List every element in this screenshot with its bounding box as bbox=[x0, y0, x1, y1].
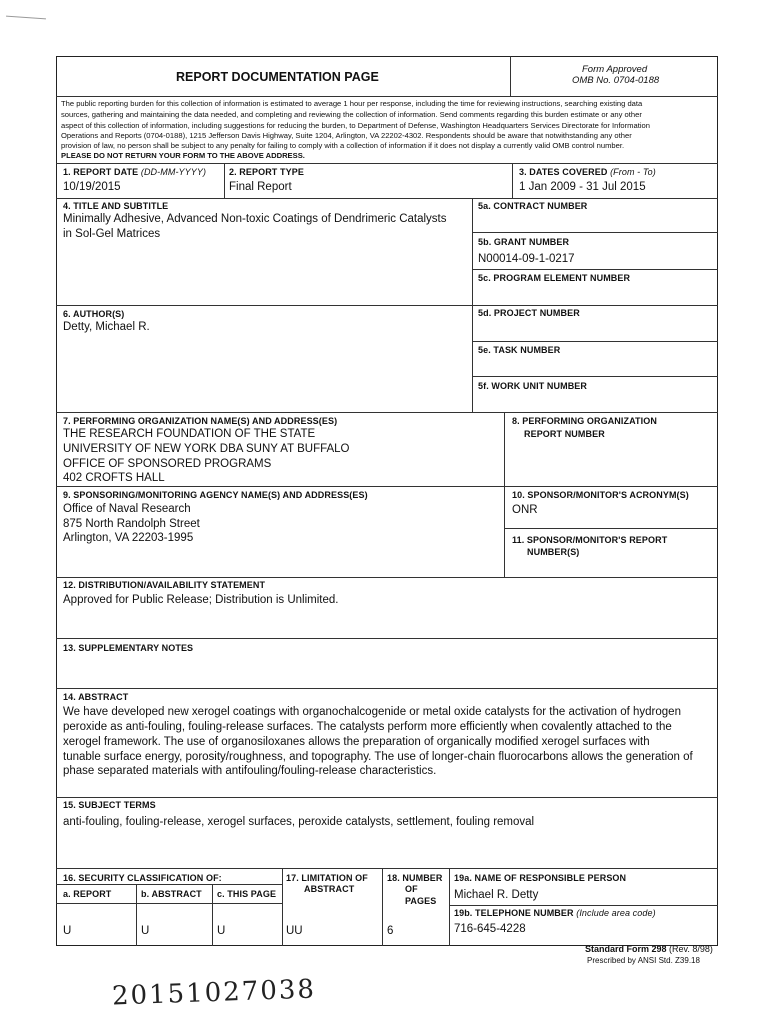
grant-number-label: 5b. GRANT NUMBER bbox=[478, 237, 570, 247]
perf-org-bottom-line bbox=[56, 486, 718, 487]
sponsor-line-2: 875 North Randolph Street bbox=[63, 518, 200, 530]
security-label-underline bbox=[56, 884, 282, 885]
report-date-label: 1. REPORT DATE (DD-MM-YYYY) bbox=[63, 167, 207, 177]
acronym-label: 10. SPONSOR/MONITOR'S ACRONYM(S) bbox=[512, 490, 689, 500]
sponsor-label: 9. SPONSORING/MONITORING AGENCY NAME(S) AND ADDRESS(ES) bbox=[63, 490, 368, 500]
abstract-line-2: peroxide as anti-fouling, fouling-release surfaces. The catalysts perform more efficiently when covalently attached to the bbox=[63, 721, 672, 733]
sec-report-label: a. REPORT bbox=[63, 889, 112, 899]
abstract-line-5: phase separated materials with antifouling/fouling-release characteristics. bbox=[63, 765, 437, 777]
dates-covered-value: 1 Jan 2009 - 31 Jul 2015 bbox=[519, 181, 646, 193]
prescribed-label: Prescribed by ANSI Std. Z39.18 bbox=[587, 956, 700, 965]
sec-div-a bbox=[136, 884, 137, 946]
responsible-person-value: Michael R. Detty bbox=[454, 889, 539, 901]
burden-line-4: Operations and Reports (0704-0188), 1215 Jefferson Davis Highway, Suite 1204, Arlington, VA 22202-4302. Respondents should be aware that notwithstanding any other bbox=[61, 131, 632, 140]
pages-label-2: OF bbox=[405, 884, 418, 894]
perf-report-label-2: REPORT NUMBER bbox=[524, 429, 605, 439]
sec-page-label: c. THIS PAGE bbox=[217, 889, 277, 899]
performing-org-label: 7. PERFORMING ORGANIZATION NAME(S) AND ADDRESS(ES) bbox=[63, 416, 338, 426]
title-label: 4. TITLE AND SUBTITLE bbox=[63, 201, 169, 211]
burden-line-1: The public reporting burden for this collection of information is estimated to average 1 hour per response, including the time for reviewing instructions, searching existing data bbox=[61, 99, 643, 108]
subject-terms-value: anti-fouling, fouling-release, xerogel surfaces, peroxide catalysts, settlement, fouling removal bbox=[63, 816, 535, 828]
acronym-value: ONR bbox=[512, 504, 538, 516]
row1-divider-a bbox=[224, 163, 225, 198]
supplementary-bottom-line bbox=[56, 688, 718, 689]
phone-label: 19b. TELEPHONE NUMBER (Include area code) bbox=[454, 908, 656, 918]
author-value: Detty, Michael R. bbox=[63, 321, 150, 333]
abstract-line-1: We have developed new xerogel coatings with organochalcogenide or metal oxide catalysts for the activation of hydrogen bbox=[63, 706, 681, 718]
pages-divider bbox=[382, 868, 383, 946]
author-right-divider bbox=[472, 305, 473, 412]
pages-value: 6 bbox=[387, 925, 394, 937]
burden-bottom-line bbox=[56, 163, 718, 164]
sec-labels-underline bbox=[56, 903, 282, 904]
sec-abstract-value: U bbox=[141, 925, 150, 937]
work-unit-label: 5f. WORK UNIT NUMBER bbox=[478, 381, 587, 391]
distribution-bottom-line bbox=[56, 638, 718, 639]
distribution-value: Approved for Public Release; Distribution is Unlimited. bbox=[63, 594, 339, 606]
perf-report-label-1: 8. PERFORMING ORGANIZATION bbox=[512, 416, 657, 426]
sec-page-value: U bbox=[217, 925, 226, 937]
project-bottom-line bbox=[472, 341, 718, 342]
perf-org-right-divider bbox=[504, 412, 505, 577]
row1-bottom-line bbox=[56, 198, 718, 199]
program-element-label: 5c. PROGRAM ELEMENT NUMBER bbox=[478, 273, 631, 283]
performing-org-line-4: 402 CROFTS HALL bbox=[63, 472, 165, 484]
report-type-label: 2. REPORT TYPE bbox=[229, 167, 304, 177]
sec-div-b bbox=[212, 884, 213, 946]
contract-number-label: 5a. CONTRACT NUMBER bbox=[478, 201, 588, 211]
dates-covered-label: 3. DATES COVERED (From - To) bbox=[519, 167, 656, 177]
abstract-bottom-line bbox=[56, 797, 718, 798]
performing-org-line-2: UNIVERSITY OF NEW YORK DBA SUNY AT BUFFALO bbox=[63, 443, 350, 455]
monitor-report-label-1: 11. SPONSOR/MONITOR'S REPORT bbox=[512, 535, 668, 545]
sponsor-line-3: Arlington, VA 22203-1995 bbox=[63, 532, 194, 544]
handwritten-accession-number: 20151027038 bbox=[111, 974, 317, 1012]
form-approved: Form Approved bbox=[582, 64, 648, 75]
responsible-divider bbox=[449, 868, 450, 946]
abstract-line-4: tunable surface energy, porosity/roughness, and topography. The use of longer-chain fluorocarbons allows the generation of bbox=[63, 751, 693, 763]
report-date-value: 10/19/2015 bbox=[63, 181, 121, 193]
responsible-person-label: 19a. NAME OF RESPONSIBLE PERSON bbox=[454, 873, 627, 883]
sec-report-value: U bbox=[63, 925, 72, 937]
header-divider bbox=[510, 56, 511, 97]
row1-divider-b bbox=[512, 163, 513, 198]
grant-number-value: N00014-09-1-0217 bbox=[478, 253, 575, 265]
security-classification-label: 16. SECURITY CLASSIFICATION OF: bbox=[63, 873, 222, 883]
sponsor-line-1: Office of Naval Research bbox=[63, 503, 191, 515]
supplementary-label: 13. SUPPLEMENTARY NOTES bbox=[63, 643, 194, 653]
limitation-value: UU bbox=[286, 925, 303, 937]
project-number-label: 5d. PROJECT NUMBER bbox=[478, 308, 580, 318]
author-label: 6. AUTHOR(S) bbox=[63, 309, 125, 319]
sec-abstract-label: b. ABSTRACT bbox=[141, 889, 202, 899]
performing-org-line-1: THE RESEARCH FOUNDATION OF THE STATE bbox=[63, 428, 316, 440]
scan-mark bbox=[6, 16, 46, 20]
limitation-label-2: ABSTRACT bbox=[304, 884, 355, 894]
grant-bottom-line bbox=[472, 269, 718, 270]
monitor-report-label-2: NUMBER(S) bbox=[527, 547, 580, 557]
abstract-label: 14. ABSTRACT bbox=[63, 692, 129, 702]
title-block-bottom-line bbox=[56, 305, 718, 306]
title-line-1: Minimally Adhesive, Advanced Non-toxic Coatings of Dendrimeric Catalysts bbox=[63, 213, 447, 225]
standard-form-label: Standard Form 298 (Rev. 8/98) bbox=[585, 944, 713, 954]
title-right-divider bbox=[472, 198, 473, 305]
form-title: REPORT DOCUMENTATION PAGE bbox=[176, 70, 379, 84]
author-block-bottom-line bbox=[56, 412, 718, 413]
title-line-2: in Sol-Gel Matrices bbox=[63, 228, 161, 240]
limitation-label-1: 17. LIMITATION OF bbox=[286, 873, 368, 883]
contract-bottom-line bbox=[472, 232, 718, 233]
burden-line-5: provision of law, no person shall be subject to any penalty for failing to comply with a collection of information if it does not display a currently valid OMB control number. bbox=[61, 141, 625, 150]
task-bottom-line bbox=[472, 376, 718, 377]
pages-label-1: 18. NUMBER bbox=[387, 873, 443, 883]
responsible-bottom-line bbox=[449, 905, 718, 906]
acronym-bottom-line bbox=[504, 528, 718, 529]
phone-value: 716-645-4228 bbox=[454, 923, 526, 935]
abstract-line-3: xerogel framework. The use of organosiloxanes allows the preparation of organically modified xerogel surfaces with bbox=[63, 736, 650, 748]
subject-bottom-line bbox=[56, 868, 718, 869]
subject-terms-label: 15. SUBJECT TERMS bbox=[63, 800, 156, 810]
task-number-label: 5e. TASK NUMBER bbox=[478, 345, 561, 355]
header-bottom-line bbox=[56, 96, 718, 97]
pages-label-3: PAGES bbox=[405, 896, 437, 906]
burden-line-3: aspect of this collection of information, including suggestions for reducing the burden, to Department of Defense, Washington Headquarters Services Directorate for Information bbox=[61, 121, 650, 130]
sponsor-bottom-line bbox=[56, 577, 718, 578]
limitation-divider bbox=[282, 868, 283, 946]
distribution-label: 12. DISTRIBUTION/AVAILABILITY STATEMENT bbox=[63, 580, 266, 590]
omb-number: OMB No. 0704-0188 bbox=[572, 75, 660, 86]
performing-org-line-3: OFFICE OF SPONSORED PROGRAMS bbox=[63, 458, 272, 470]
report-type-value: Final Report bbox=[229, 181, 292, 193]
return-notice: PLEASE DO NOT RETURN YOUR FORM TO THE ABOVE ADDRESS. bbox=[61, 151, 305, 160]
burden-line-2: sources, gathering and maintaining the data needed, and completing and reviewing the collection of information. Send comments regarding this burden estimate or any other bbox=[61, 110, 642, 119]
